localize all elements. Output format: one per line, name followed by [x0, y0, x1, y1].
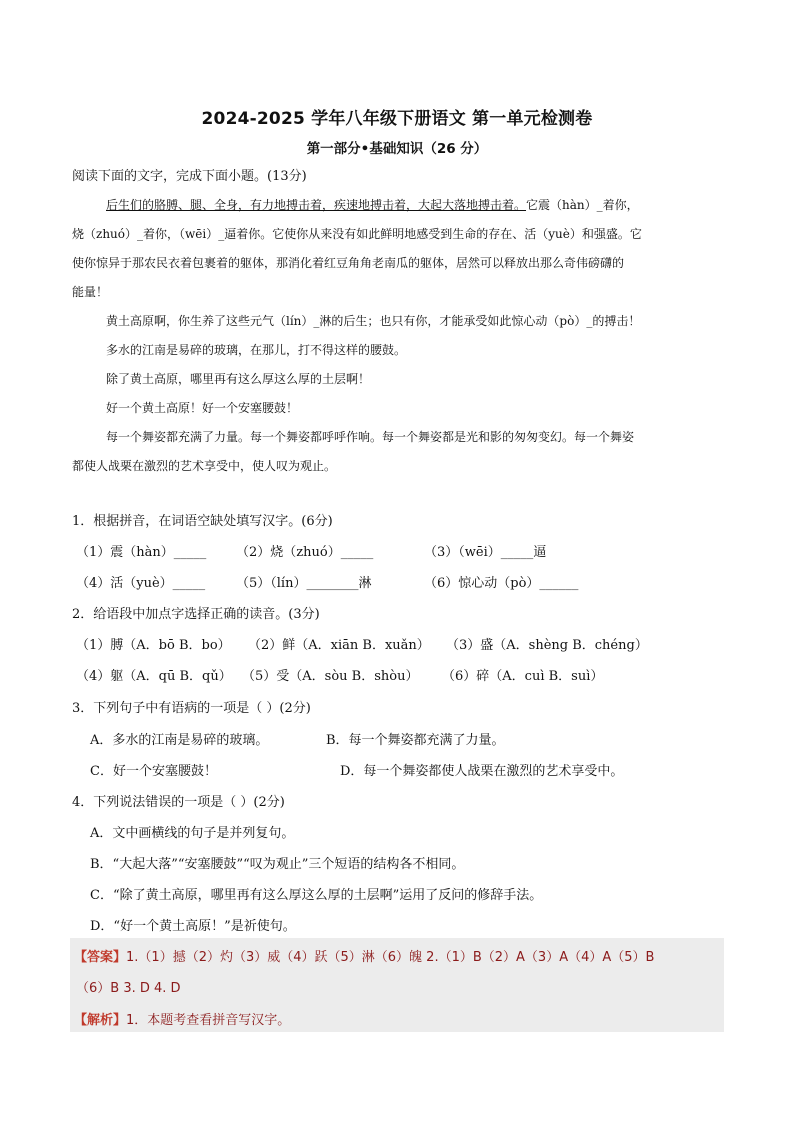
q2-item-1: （1）膊（A．bō B．bo） [76, 638, 231, 653]
analysis-text: 1．本题考查看拼音写汉字。 [126, 1013, 291, 1028]
question-3-stem: 3．下列句子中有语病的一项是（ ）(2分) [72, 701, 311, 716]
q1-item-1: （1）震（hàn）_____ [76, 545, 207, 560]
section-subtitle: 第一部分•基础知识（26 分） [306, 141, 488, 157]
q3-option-c: C．好一个安塞腰鼓！ [90, 764, 217, 779]
q1-item-2: （2）烧（zhuó）_____ [236, 545, 374, 560]
q3-option-b: B．每一个舞姿都充满了力量。 [326, 733, 505, 748]
passage-paragraph-6: 每一个舞姿都充满了力量。每一个舞姿都呼呼作响。每一个舞姿都是光和影的匆匆变幻。每一个舞姿 [106, 430, 635, 444]
reading-instruction: 阅读下面的文字，完成下面小题。(13分) [72, 169, 307, 184]
analysis-tag: 【解析】 [74, 1013, 127, 1028]
passage-paragraph-5: 好一个黄土高原！好一个安塞腰鼓！ [106, 401, 299, 415]
q1-item-6: （6）惊心动（pò）______ [424, 576, 579, 591]
passage-paragraph-4: 除了黄土高原，哪里再有这么厚这么厚的土层啊！ [106, 372, 371, 386]
passage-paragraph-3: 多水的江南是易碎的玻璃，在那儿，打不得这样的腰鼓。 [106, 343, 407, 357]
underlined-sentence: 后生们的胳膊、腿、全身，有力地搏击着，疾速地搏击着，大起大落地搏击着。 [106, 198, 527, 212]
q2-item-6: （6）碎（A．cuì B．suì） [442, 669, 604, 684]
page-title: 2024-2025 学年八年级下册语文 第一单元检测卷 [201, 109, 593, 129]
question-4-stem: 4．下列说法错误的一项是（ ）(2分) [72, 795, 285, 810]
q4-option-c: C．“除了黄土高原，哪里再有这么厚这么厚的土层啊”运用了反问的修辞手法。 [90, 888, 543, 903]
q1-item-3: （3）（wēi）_____逼 [424, 545, 547, 560]
question-1-stem: 1．根据拼音，在词语空缺处填写汉字。(6分) [72, 514, 333, 529]
answer-text-1: 1.（1）撼（2）灼（3）威（4）跃（5）淋（6）魄 2.（1）B（2）A（3）A（4）A（5）B [126, 950, 655, 965]
question-2-stem: 2．给语段中加点字选择正确的读音。(3分) [72, 607, 320, 622]
q3-option-d: D．每一个舞姿都使人战栗在激烈的艺术享受中。 [340, 764, 624, 779]
answer-tag: 【答案】 [74, 950, 127, 965]
answer-line-2 [76, 977, 181, 996]
analysis-line [74, 1009, 290, 1028]
q4-option-b: B．“大起大落”“安塞腰鼓”“叹为观止”三个短语的结构各不相同。 [90, 857, 465, 872]
answer-text-2: （6）B 3. D 4. D [76, 981, 181, 996]
q2-item-3: （3）盛（A．shèng B．chéng） [446, 638, 648, 653]
answer-line-1 [74, 946, 654, 965]
q1-item-4: （4）活（yuè）_____ [76, 576, 206, 591]
reading-passage [72, 191, 727, 481]
q1-item-5: （5）（lín）________淋 [236, 576, 372, 591]
passage-line: 烧（zhuó）_着你，（wēi）_逼着你。它使你从来没有如此鲜明地感受到生命的存在、活（yuè）和强盛。它 [72, 227, 642, 241]
passage-paragraph-1: 后生们的胳膊、腿、全身，有力地搏击着，疾速地搏击着，大起大落地搏击着。它震（hàn）_着你， [106, 198, 639, 212]
passage-line: 能量！ [72, 285, 109, 299]
q2-item-4: （4）躯（A．qū B．qǔ） [76, 669, 232, 684]
passage-line: 都使人战栗在激烈的艺术享受中，使人叹为观止。 [72, 459, 337, 473]
q2-item-5: （5）受（A．sòu B．shòu） [242, 669, 419, 684]
q3-option-a: A．多水的江南是易碎的玻璃。 [90, 733, 269, 748]
q4-option-d: D．“好一个黄土高原！”是祈使句。 [90, 919, 296, 934]
q2-item-2: （2）鲜（A．xiān B．xuǎn） [248, 638, 430, 653]
q4-option-a: A．文中画横线的句子是并列复句。 [90, 826, 295, 841]
passage-line: 使你惊异于那农民衣着包裹着的躯体，那消化着红豆角角老南瓜的躯体，居然可以释放出那么奇伟磅礴的 [72, 256, 625, 270]
passage-paragraph-2: 黄土高原啊，你生养了这些元气（lín）_淋的后生；也只有你，才能承受如此惊心动（pò）_的搏击！ [106, 314, 641, 328]
